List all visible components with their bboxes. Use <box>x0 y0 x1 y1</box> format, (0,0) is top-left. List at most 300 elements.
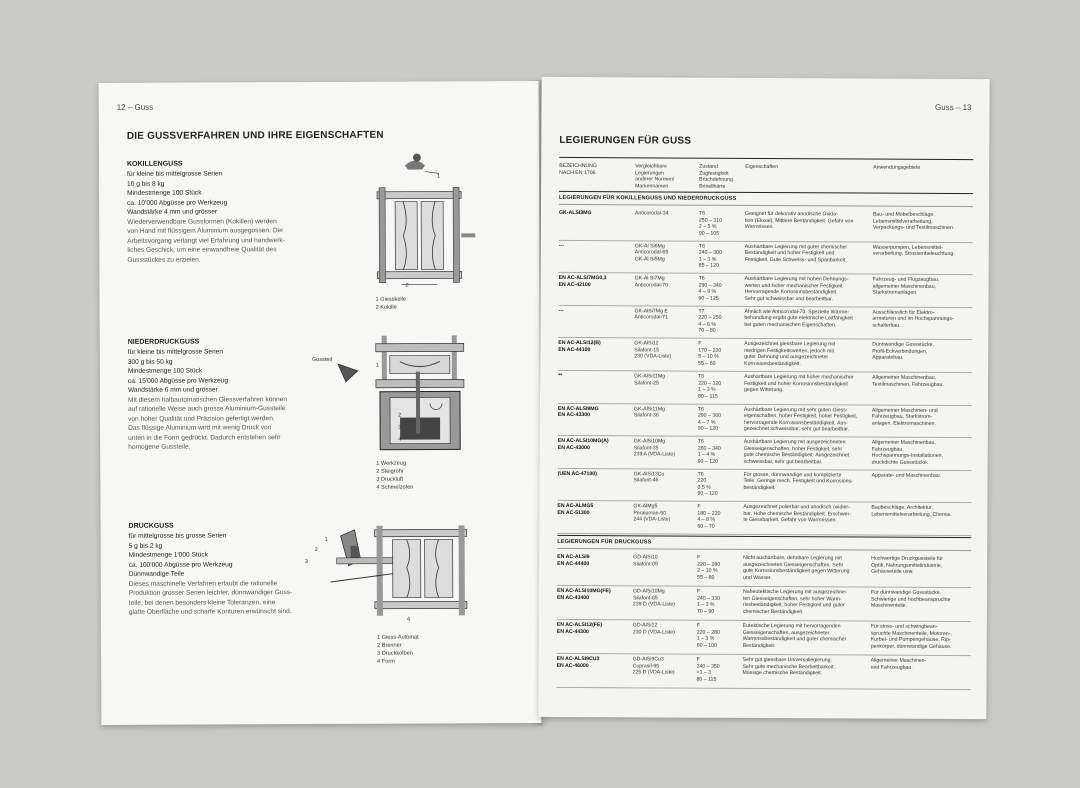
spec-line: ca. 15'000 Abgüsse pro Werkzeug <box>127 376 229 385</box>
cell-line: Silafont-65 <box>632 594 658 601</box>
cell-line: 1 – 3 % <box>696 601 715 608</box>
cell-line: EN AC-43400 <box>556 594 590 601</box>
cell-line: GK-AlSi10Mg <box>633 438 666 445</box>
cell-line: Starkstromanlagen. <box>872 289 918 296</box>
cell-line: 60 – 100 <box>696 642 717 649</box>
cell-line: Festigkeit. Gute Schweiss- und Spanbarkeit. <box>744 256 847 264</box>
cell-line: Giesseigenschaften, hoher Festigkeit, sehr <box>743 445 843 453</box>
cell-line: GK-Al Si5Mg <box>634 255 665 263</box>
cell-line: T6 <box>697 471 704 478</box>
column-header-eigenschaften: Eigenschaften <box>745 163 779 171</box>
column-header-vergleichbare: Vergleichbare Legierungen anderer Normen/ Markennamen <box>635 163 675 189</box>
table-cell <box>698 308 721 334</box>
legend-item: 4 Form <box>377 658 395 665</box>
cell-line: Dünnwandige Gussstücke, <box>872 341 935 349</box>
cell-line: Ausgezeichnet giessbare Legierung mit <box>744 341 836 348</box>
cell-line: 220 – 280 <box>696 629 720 636</box>
legend-item: 3 Druckkolben <box>377 650 413 657</box>
cell-line: 1 – 3 % <box>696 635 715 642</box>
spec-line: 5 g bis 2 kg <box>128 542 163 550</box>
table-row <box>557 500 971 536</box>
legend-item: 1 Giesskelle <box>375 296 407 303</box>
ladle-shape <box>405 161 425 170</box>
desc-line: unten in die Form gedrückt. Dadurch entstehen sehr <box>128 433 281 442</box>
cell-line: ** <box>558 372 563 379</box>
spec-line: Wandstärke 6 mm und grösser <box>127 386 218 394</box>
cell-line: EN AC-43300 <box>557 412 591 419</box>
legend-item: 3 Druckluft <box>376 476 404 483</box>
table-cell <box>558 438 609 451</box>
desc-line: liches Geschick, um eine einwandfreie Qualität des <box>127 246 277 254</box>
cell-line: T6 <box>698 210 706 217</box>
cell-line: Beständigkeit. <box>742 642 776 649</box>
desc-line: Produktion grosser Serien leichter, dünnwandiger Guss- <box>128 589 293 597</box>
section-heading: KOKILLENGUSS <box>126 160 183 168</box>
spec-line: für mittelgrosse bis grosse Serien <box>128 532 227 540</box>
legend-item: 2 Steigrohr <box>376 468 404 475</box>
left-page-title: DIE GUSSVERFAHREN UND IHRE EIGENSCHAFTEN <box>126 129 384 142</box>
cell-line: Allgemeiner Maschinenbau, <box>871 439 936 447</box>
spec-line: 300 g bis 50 kg <box>127 358 173 366</box>
cell-line: 1 – 4 % <box>697 451 716 458</box>
cell-line: bei guten mechanischen Eigenschaften. <box>744 321 837 329</box>
table-cell <box>633 622 675 635</box>
table-cell <box>557 622 602 635</box>
cell-line: Für grosse, dünnwandige und komplizierte <box>743 471 842 479</box>
cell-line: F <box>697 554 701 561</box>
table-cell <box>634 406 665 419</box>
cell-line: 220 – 320 <box>698 380 722 387</box>
cell-line: 90 – 125 <box>698 295 719 302</box>
cell-line: T7 <box>698 308 705 315</box>
section-heading: DRUCKGUSS <box>128 522 174 530</box>
diagram-callout-1: 1 <box>375 362 379 369</box>
cell-line: tion (Eloxal), Mittlere Beständigkeit. Gefahr von <box>744 217 854 224</box>
table-cell <box>872 440 943 466</box>
cell-line: EN AC-ALSI10MG(FE) <box>556 587 611 595</box>
legend-item: 4 Schmelzofen <box>376 484 414 491</box>
cell-line: und Fahrzeugbau. <box>870 664 913 671</box>
cell-line: bar. Hohe chemische Beständigkeit. Erschwer- <box>743 510 851 518</box>
cell-line: 220 <box>697 477 707 484</box>
table-cell <box>559 243 564 250</box>
cell-line: 90 – 120 <box>697 458 718 465</box>
table-row <box>557 619 971 656</box>
cell-line: verarbeitung, Strassenbeleuchtung. <box>872 250 955 258</box>
diagram-callout-3: 3 <box>304 559 308 566</box>
left-page <box>99 81 542 725</box>
cell-line: Hochwertige Druckgussteile für <box>871 555 943 562</box>
cell-line: GD-AlSi10 <box>633 554 658 561</box>
cell-line: Textilmaschinen, Fahrzeugbau. <box>872 381 944 388</box>
spec-line: ca. 10'000 Abgüsse pro Werkzeug <box>127 198 228 207</box>
legend-kokillenguss <box>376 296 407 312</box>
cell-line: guter Dehnung und ausgezeichneter <box>744 354 829 361</box>
cell-line: GK-AlSi11Mg <box>633 405 666 413</box>
cell-line: 230 (VDA-Liste) <box>634 353 672 360</box>
table-row <box>557 551 971 588</box>
cell-line: Silafont-46 <box>633 477 659 484</box>
cell-line: T6 <box>698 275 705 282</box>
cell-line: GK-AlSi11Mg <box>634 373 666 380</box>
cell-line: EN AC-ALMG5 <box>557 503 594 510</box>
table-cell <box>633 504 670 524</box>
cell-line: gute Korrosionsbeständigkeit gegen Witterung <box>743 567 850 575</box>
cell-line: Kurbel- und Pumpengehäuse, Rip- <box>870 636 951 643</box>
cell-line: 220 – 250 <box>698 314 722 322</box>
table-cell <box>745 243 847 263</box>
cell-line: 70 – 80 <box>698 327 716 335</box>
cell-line: Aushärtbare Legierung mit hoher mechanischer <box>744 373 854 381</box>
cell-line: EN AC-ALSI7MG0,3 <box>558 275 607 282</box>
table-row <box>557 468 971 504</box>
cell-line: Allgemeiner Maschinenbau, <box>872 374 937 381</box>
table-row <box>558 403 972 439</box>
table-cell <box>699 243 722 269</box>
cell-line: druckdichte Gussstücke. <box>871 459 929 466</box>
table-cell <box>744 439 850 466</box>
cell-line: Sehr gut schweissbar und bearbeitbar. <box>744 295 834 303</box>
cell-line: 90 – 105 <box>698 230 720 237</box>
table-cell <box>558 471 597 478</box>
cell-line: Verpackungs- und Textilmaschinen. <box>872 224 955 231</box>
cell-line: 290 – 360 <box>697 412 721 419</box>
desc-line: Wiederverwendbare Gussformen (Kokillen) werden <box>127 217 277 226</box>
desc-line: Dieses maschinelle Verfahren erlaubt die rationelle <box>128 579 278 588</box>
table-cell <box>871 658 927 671</box>
table-cell <box>743 504 851 524</box>
cell-line: GK-AlSi13Cu <box>633 471 665 478</box>
cell-line: GK-AlSi12 <box>634 340 659 347</box>
cell-line: Ausschliesslich für Elektro- <box>872 309 935 316</box>
table-cell <box>743 623 847 650</box>
cell-line: Ähnlich wie Anticorodal-70. Spezielle Wärme- <box>744 308 850 316</box>
cell-line: T6 <box>697 438 704 445</box>
cell-line: Ausgezeichnet polierbar und anodisch oxidier- <box>743 504 850 511</box>
cell-line: 80 – 115 <box>697 393 718 400</box>
table-cell <box>873 212 955 232</box>
cell-line: schweissbar, sehr gut bearbeitbar. <box>743 458 823 465</box>
table-cell <box>559 210 592 217</box>
cell-line: ten Giesseigenschaften, sehr hoher Warm- <box>742 595 842 602</box>
cell-line: Silafont-25 <box>634 379 659 386</box>
cell-line: gezeichnet schweissbar, sehr gut bearbeitbar. <box>743 425 850 433</box>
column-header-bezeichnung: BEZEICHNUNG NACH EN 1706 <box>559 162 597 176</box>
cell-line: <1 – 3 <box>696 669 712 676</box>
table-cell <box>557 554 589 567</box>
table-cell <box>557 503 593 516</box>
table-cell <box>873 277 940 297</box>
page-header-right: Guss – 13 <box>935 102 972 113</box>
cell-line: 244 (VDA-Liste) <box>633 516 671 523</box>
cell-line: F <box>696 588 701 595</box>
cell-line: Aushärtbare Legierung mit ausgezeichneten <box>743 439 846 446</box>
table-cell <box>698 439 721 465</box>
cell-line: 70 – 90 <box>696 608 715 615</box>
table-row <box>558 435 972 471</box>
section-kokillenguss <box>127 160 285 265</box>
cell-line: Silafont-36 <box>633 412 659 419</box>
cell-line: penkörper, dünnwandige Gehäuse. <box>870 643 952 650</box>
cell-line: Apparatebau. <box>872 354 904 362</box>
spec-line: Mindestmenge 100 Stück <box>127 189 202 197</box>
diagram-callout-2: 2 <box>405 282 409 289</box>
cell-line: 1 – 3 % <box>698 386 716 393</box>
cell-line: EN AC-44300 <box>556 628 589 635</box>
cell-line: ausgezeichneten Giesseigenschaften. Sehr <box>743 561 844 568</box>
cell-line: EN AC-ALSI12(B) <box>558 340 601 347</box>
cell-line: 55 – 80 <box>697 574 715 581</box>
cell-line: gute chemische Beständigkeit. Ausgezeichnet <box>743 452 850 459</box>
page-header-left: 12 – Guss <box>116 102 154 112</box>
desc-line: auf rationelle Weise auch grosse Aluminium-Gussteile <box>128 405 286 413</box>
cell-line: Optik, Nahrungsmittelindustrie, <box>871 562 943 569</box>
cell-line: 170 – 220 <box>698 347 722 354</box>
cell-line: 180 – 220 <box>697 510 721 517</box>
cell-line: 85 – 120 <box>698 262 719 269</box>
cell-line: Giesseigenschaften, ausgezeichneter <box>742 629 830 636</box>
cell-line: te Giessbarkeit. Gefahr von Warmrissen. <box>743 517 837 524</box>
cell-line: Für stoss- und schwingbean- <box>870 623 938 630</box>
cell-line: Für dünnwandige Gussstücke. <box>870 589 942 596</box>
cell-line: (UEN AC-47100) <box>557 470 597 477</box>
cell-line: 4 – 7 % <box>697 419 716 426</box>
cell-line: Silafont-09 <box>633 560 658 567</box>
table-row <box>559 240 973 276</box>
table-cell <box>697 623 720 649</box>
cell-line: Gehäuseteile usw. <box>871 568 914 575</box>
table-row <box>558 370 972 406</box>
cell-line: Allgemeiner Maschinen- und <box>871 407 938 414</box>
section-rule <box>559 191 973 194</box>
table-row <box>556 653 970 690</box>
section-heading: NIEDERDRUCKGUSS <box>127 338 200 346</box>
table-cell <box>743 555 850 582</box>
table-cell <box>634 471 665 484</box>
cell-line: Baubeschläge, Architektur, <box>871 504 933 512</box>
kokillenguss-diagram <box>369 149 480 299</box>
cell-line: Lebensmittelverarbeitung, <box>872 218 933 225</box>
cell-line: F <box>696 622 700 629</box>
cell-line: Geeignet für dekorativ anodische Oxida- <box>744 210 838 218</box>
table-cell <box>871 590 951 610</box>
cell-line: GD-AlSi12 <box>632 622 658 629</box>
table-cell <box>744 341 835 367</box>
cell-line: 250 – 310 <box>698 217 723 224</box>
cell-line: Beständigkeit und hoher Festigkeit und <box>744 249 835 257</box>
table-cell <box>558 406 599 419</box>
cell-line: Sehr gute mechanische Bearbeitbarkeit. <box>742 663 835 670</box>
spec-line: für kleine bis mittelgrosse Serien <box>126 170 223 178</box>
cell-line: T6 <box>698 243 705 250</box>
cell-line: schalterbau. <box>872 322 901 329</box>
cell-line: chemischer Beständigkeit. <box>742 608 804 615</box>
ladle-handle <box>413 154 421 162</box>
cell-line: EN AC-44400 <box>557 560 590 567</box>
cell-line: 226 D (VDA-Liste) <box>632 669 675 676</box>
cell-line: T6 <box>697 406 705 413</box>
cell-line: F <box>697 504 701 511</box>
diagram-callout-1: 1 <box>436 173 441 180</box>
table-cell <box>872 375 944 388</box>
table-cell <box>872 472 942 479</box>
niederdruckguss-diagram <box>370 331 481 461</box>
table-cell <box>697 555 720 581</box>
table-cell <box>699 276 722 302</box>
diagram-callout-4: 4 <box>406 616 411 623</box>
spec-line: Mindestmenge 100 Stück <box>127 367 203 375</box>
cell-line: Peraluman-50 <box>633 510 667 517</box>
cell-line: Festigkeit und hoher Korrosionsbeständigkeit <box>744 380 848 387</box>
table-row <box>558 305 972 341</box>
table-cell <box>634 373 665 386</box>
cell-line: 260 – 340 <box>697 445 721 452</box>
cell-line: Apparate- und Maschinenbau. <box>871 472 942 479</box>
table-section-kokillenguss <box>557 207 973 530</box>
cell-line: --- <box>558 242 564 249</box>
cell-line: beständigkeit. <box>743 484 776 491</box>
spec-line: für kleine bis mittelgrosse Serien <box>127 348 224 356</box>
table-row <box>558 337 972 373</box>
table-cell <box>745 211 854 231</box>
table-cell <box>871 505 952 518</box>
cell-line: anlagen, Elektromaschinen. <box>871 420 936 427</box>
cell-line: und Wasser. <box>743 574 772 581</box>
table-cell <box>635 276 669 289</box>
table-row <box>557 585 971 622</box>
cell-line: F <box>696 656 700 663</box>
cell-line: 60 – 70 <box>697 523 715 530</box>
cell-line: EN AC-ALSI10MG(A) <box>557 438 609 445</box>
cell-line: F <box>698 341 702 348</box>
cell-line: GK-AlSi7Mg E <box>634 308 668 315</box>
table-cell <box>698 406 721 432</box>
legend-item: 2 Kokille <box>375 304 397 311</box>
cell-line: Fahrzeugbau, <box>871 446 904 453</box>
desc-line: homogene Gussteile. <box>128 443 191 451</box>
desc-line: Mit diesem halbautomatischen Giessverfahren können <box>127 395 288 404</box>
cell-line: EN AC-46000 <box>556 662 589 669</box>
cell-line: GK-AlMg5 <box>633 503 658 510</box>
cell-line: 4 – 8 % <box>697 517 715 524</box>
cell-line: Maschinenteile. <box>870 602 907 609</box>
table-cell <box>557 588 611 601</box>
cell-line: Fahrzeugbau, Starkstrom- <box>871 413 933 420</box>
cell-line: 220 – 280 <box>697 561 721 568</box>
cell-line: rissbeständigkeit, hoher Festigkeit und guter <box>742 601 845 609</box>
cell-line: Warmrissbeständigkeit und guter chemischer <box>742 635 847 643</box>
cell-line: 4 – 9 % <box>698 288 717 295</box>
cell-line: gegen Witterung. <box>744 386 784 394</box>
cell-line: GK-Al Si7Mg <box>634 275 665 282</box>
table-cell <box>872 309 953 329</box>
table-cell <box>745 276 849 303</box>
table-cell <box>558 340 601 353</box>
table-cell <box>697 471 717 497</box>
legend-druckguss <box>377 634 419 666</box>
column-header-anwendungsgebiete: Anwendungsgebiete <box>873 164 921 171</box>
cell-line: 90 – 120 <box>697 490 718 498</box>
table-cell <box>873 244 955 257</box>
cell-line: EN AC-44100 <box>558 346 591 353</box>
table-cell <box>634 439 675 459</box>
section-title-kokillenguss: LEGIERUNGEN FÜR KOKILLENGUSS UND NIEDERDRUCKGUSS <box>559 194 737 202</box>
table-cell <box>697 657 720 683</box>
table-cell <box>744 309 853 329</box>
cell-line: Wasserpumpen, Lebensmittel- <box>872 244 943 251</box>
table-cell <box>634 308 668 321</box>
section-title-druckguss: LEGIERUNGEN FÜR DRUCKGUSS <box>557 538 652 546</box>
table-cell <box>871 624 952 650</box>
legend-item: 1 Werkzeug <box>376 460 407 467</box>
cell-line: Anticorodal-71 <box>634 314 668 321</box>
cell-line: 80 – 115 <box>696 676 717 683</box>
cell-line: Schwierige und hochbeanspruchte <box>870 596 951 603</box>
diagram-callout-3: 3 <box>398 424 402 431</box>
cell-line: Eutektische Legierung mit hervorragenden <box>742 622 841 630</box>
section-niederdruckguss <box>128 338 288 452</box>
cell-line: Cuprasil-95 <box>632 662 660 669</box>
diagram-callout-1: 1 <box>324 536 328 543</box>
cell-line: Allgemeiner Maschinen- <box>870 657 927 664</box>
desc-line: Arbeitsvorgang verlangt viel Erfahrung und handwerk- <box>127 236 285 245</box>
cell-line: 4 – 6 % <box>698 321 716 328</box>
cell-line: Hochspannungs-Installationen, <box>871 452 943 460</box>
table-cell <box>558 373 562 380</box>
diagram-callout-2: 2 <box>398 412 402 419</box>
table-cell <box>699 211 722 237</box>
cell-line: allgemeiner Maschinenbau, <box>872 283 937 290</box>
cell-line: 230 D (VDA-Liste) <box>632 628 675 636</box>
table-row <box>559 207 973 243</box>
table-cell <box>633 588 675 608</box>
table-cell <box>698 341 721 367</box>
cell-line: Anticorodal-65 <box>634 249 669 256</box>
cell-line: 1 – 3 % <box>698 256 717 263</box>
spec-line: Wandstärke 4 mm und grösser <box>127 208 218 216</box>
cell-line: Aushärtbare Legierung mit guter chemischer <box>744 243 848 251</box>
cell-line: EN AC-43000 <box>557 444 590 451</box>
cell-line: EN AC-ALSI9CU3 <box>556 655 600 663</box>
cell-line: GK-Al Si6Mg <box>634 242 665 250</box>
right-page <box>538 77 989 719</box>
cell-line: Silafont-15 <box>634 347 660 354</box>
cell-line: niedrigen Festigkeitswerten, jedoch mit <box>744 347 834 355</box>
callout-gussteil: Gussteil <box>311 356 333 364</box>
table-cell <box>635 243 669 263</box>
desc-line: Gussstückes zu erzielen. <box>127 256 201 264</box>
cell-line: 239 D (VDA-Liste) <box>632 601 676 608</box>
cell-line: Bau- und Möbelbeschläge, <box>872 211 935 218</box>
cell-line: EN AC-ALSI9 <box>557 553 590 561</box>
cell-line: 90 – 120 <box>697 425 719 432</box>
legend-item: 2 Brenner <box>377 642 402 649</box>
table-cell <box>743 589 847 616</box>
cell-line: Fahrzeug- und Flugzeugbau, <box>872 276 940 284</box>
cell-line: Teile. Geringe mech. Festigkeit und Korrosions- <box>743 478 853 485</box>
cell-line: 0,5 % <box>697 484 711 491</box>
cell-line: eigenschaften, hoher Festigkeit, hoher Festigkeit, <box>743 412 858 420</box>
table-cell <box>633 554 658 567</box>
cell-line: Warmrissen. <box>744 223 774 231</box>
cell-line: Naheutektische Legierung mit ausgezeichne- <box>742 588 847 596</box>
spec-line: Dünnwandige Teile <box>128 570 185 578</box>
cell-line: EN AC-ALSI9MG <box>557 405 599 412</box>
table-cell <box>743 657 835 677</box>
cell-line: Nicht aushärtbare, dehnbare Legierung mit <box>743 554 842 562</box>
cell-line: Silafont-35 <box>633 445 659 452</box>
cell-line: Aushärtbare Legierung mit sehr guten Giess- <box>743 406 848 414</box>
